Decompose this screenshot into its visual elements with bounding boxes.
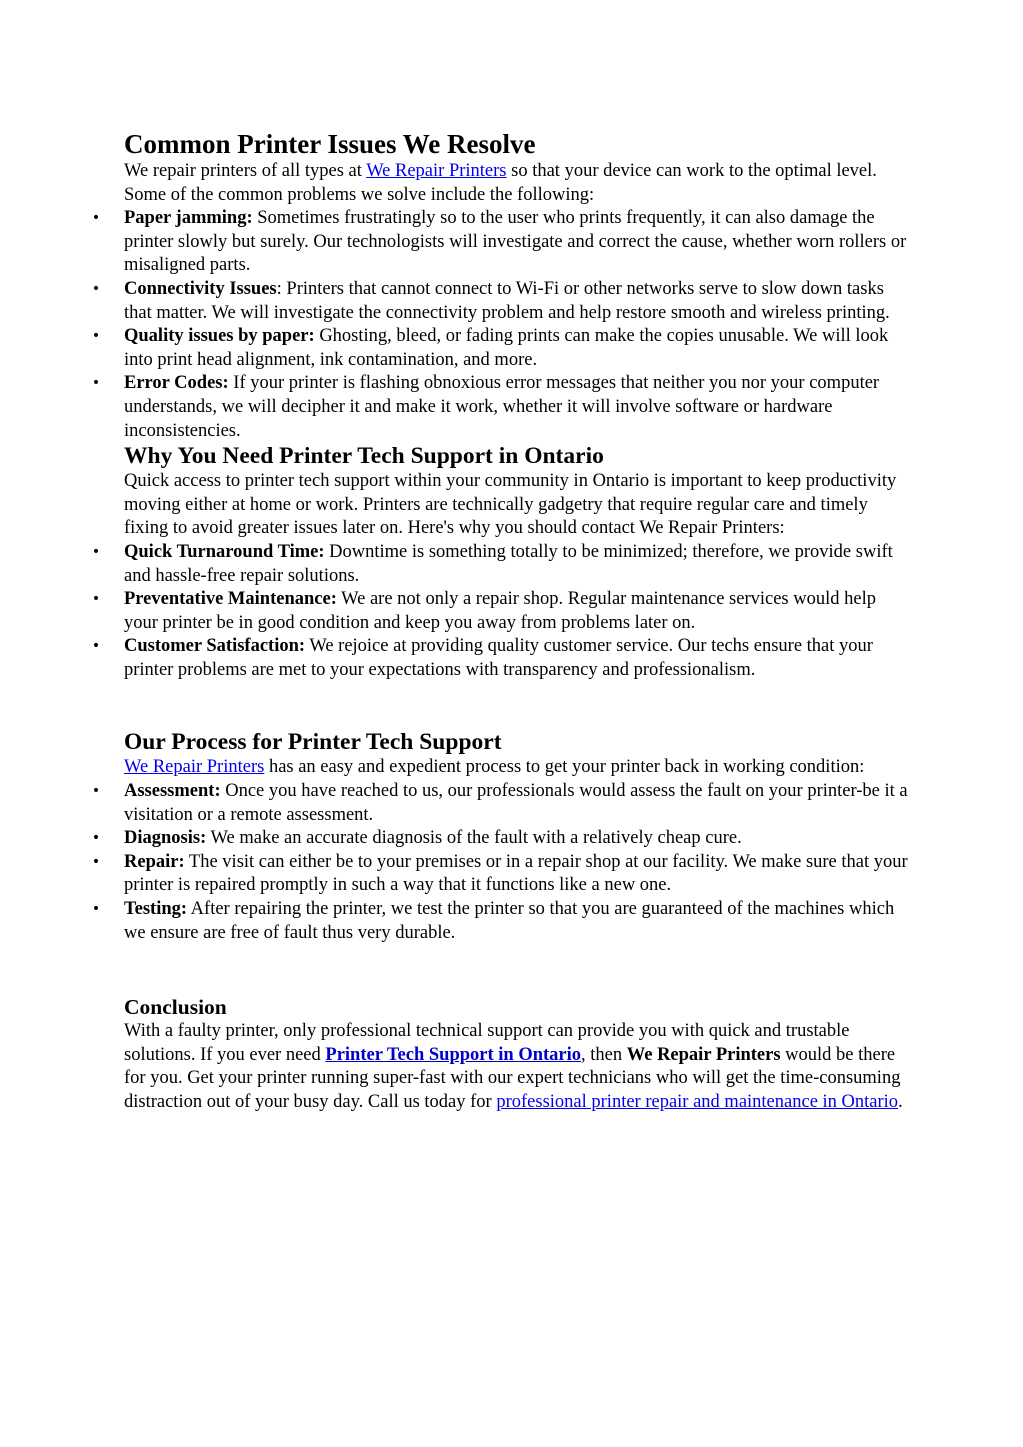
bullet-icon: •	[91, 638, 101, 655]
bullet-icon: •	[91, 853, 101, 870]
conclusion-text-1: With a faulty printer, only professional technical support can provide you with quick and trustable solutions. If you ever need	[124, 1021, 850, 1065]
issues-intro-pre: We repair printers of all types at	[124, 161, 367, 181]
heading-why-support: Why You Need Printer Tech Support in Ontario	[124, 443, 604, 470]
bullet-icon: •	[91, 328, 101, 345]
section-spacer	[124, 945, 914, 994]
item-text: : Printers that cannot connect to Wi-Fi or other networks serve to slow down tasks that matter. We will investigate the connectivity problem and help restore smooth and wireless printing.	[124, 278, 890, 323]
process-list	[91, 780, 914, 945]
printer-tech-support-link[interactable]: Printer Tech Support in Ontario	[325, 1044, 582, 1065]
list-item-testing	[91, 898, 914, 945]
item-text: After repairing the printer, we test the printer so that you are guaranteed of the machines which we ensure are free of fault thus very durable.	[124, 899, 895, 943]
item-label: Diagnosis:	[124, 828, 207, 849]
bullet-icon: •	[91, 375, 101, 392]
item-text: The visit can either be to your premises or in a repair shop at our facility. We make sure that your printer is repaired promptly in such a way that it functions like a new one.	[124, 851, 908, 896]
conclusion-text-4: .	[898, 1092, 903, 1112]
issues-intro-post: so that your device can work to the optimal level. Some of the common problems we solve include the following:	[124, 161, 877, 205]
item-label: Error Codes:	[124, 373, 229, 394]
item-label: Preventative Maintenance:	[124, 589, 337, 610]
item-label: Connectivity Issues	[124, 278, 277, 299]
list-item-quality	[91, 325, 914, 372]
item-text: Sometimes frustratingly so to the user who prints frequently, it can also damage the printer slowly but surely. Our technologists will investigate and correct the cause, whether worn rollers or misaligned parts.	[124, 208, 907, 276]
item-label: Quick Turnaround Time:	[124, 541, 325, 562]
section-spacer	[124, 682, 914, 729]
process-intro-post: has an easy and expedient process to get your printer back in working condition:	[264, 757, 865, 778]
we-repair-printers-link[interactable]: We Repair Printers	[366, 161, 507, 181]
heading-common-issues: Common Printer Issues We Resolve	[124, 129, 536, 159]
item-text: We rejoice at providing quality customer service. Our techs ensure that your printer problems are met to your expectations with transparency and professionalism.	[124, 636, 873, 680]
bullet-icon: •	[91, 591, 101, 608]
bullet-icon: •	[91, 901, 101, 918]
list-item-paper-jamming	[91, 207, 914, 278]
issues-intro	[124, 160, 914, 207]
we-repair-printers-link[interactable]: We Repair Printers	[124, 757, 265, 778]
item-label: Repair:	[124, 851, 185, 872]
bullet-icon: •	[91, 543, 101, 560]
conclusion-brand: We Repair Printers	[626, 1044, 781, 1065]
bullet-icon: •	[91, 830, 101, 847]
bullet-icon: •	[91, 783, 101, 800]
list-item-connectivity	[91, 278, 914, 325]
heading-conclusion: Conclusion	[124, 995, 227, 1020]
item-text: We make an accurate diagnosis of the fault with a relatively cheap cure.	[206, 828, 742, 849]
list-item-error-codes	[91, 372, 914, 443]
item-text: If your printer is flashing obnoxious error messages that neither you nor your computer understands, we will decipher it and make it work, whether it will involve software or hardware inconsistencies.	[124, 373, 880, 441]
list-item-maintenance	[91, 588, 914, 635]
list-item-repair	[91, 851, 914, 898]
item-text: Once you have reached to us, our professionals would assess the fault on your printer-be it a visitation or a remote assessment.	[124, 781, 908, 825]
list-item-satisfaction	[91, 635, 914, 682]
conclusion-text-2: , then	[581, 1044, 627, 1065]
bullet-icon: •	[91, 210, 101, 227]
item-label: Testing:	[124, 899, 188, 920]
item-label: Paper jamming:	[124, 208, 253, 229]
process-intro	[124, 756, 914, 780]
conclusion-text-3: would be there for you. Get your printer running super-fast with our expert technicians who will get the time-consuming distraction out of your busy day. Call us today for	[124, 1044, 901, 1112]
bullet-icon: •	[91, 280, 101, 297]
list-item-assessment	[91, 780, 914, 827]
issues-list	[91, 207, 914, 443]
item-text: Ghosting, bleed, or fading prints can make the copies unusable. We will look into print head alignment, ink contamination, and more.	[124, 326, 889, 370]
why-intro: Quick access to printer tech support within your community in Ontario is important to keep productivity moving either at home or work. Printers are technically gadgetry that require regular care and timely fixing to avoid greater issues later on. Here's why you should contact We Repair Printers:	[124, 471, 897, 539]
item-label: Assessment:	[124, 781, 221, 802]
item-text: We are not only a repair shop. Regular maintenance services would help your printer be in good condition and keep you away from problems later on.	[124, 589, 876, 633]
why-list	[91, 541, 914, 683]
document-content	[91, 128, 914, 1115]
list-item-turnaround	[91, 541, 914, 588]
item-label: Quality issues by paper:	[124, 326, 315, 347]
repair-maintenance-link[interactable]: professional printer repair and maintenance in Ontario	[496, 1092, 899, 1112]
list-item-diagnosis	[91, 827, 914, 851]
item-label: Customer Satisfaction:	[124, 636, 306, 657]
conclusion-paragraph	[124, 1020, 914, 1114]
heading-our-process: Our Process for Printer Tech Support	[124, 729, 502, 756]
item-text: Downtime is something totally to be minimized; therefore, we provide swift and hassle-free repair solutions.	[124, 541, 893, 586]
